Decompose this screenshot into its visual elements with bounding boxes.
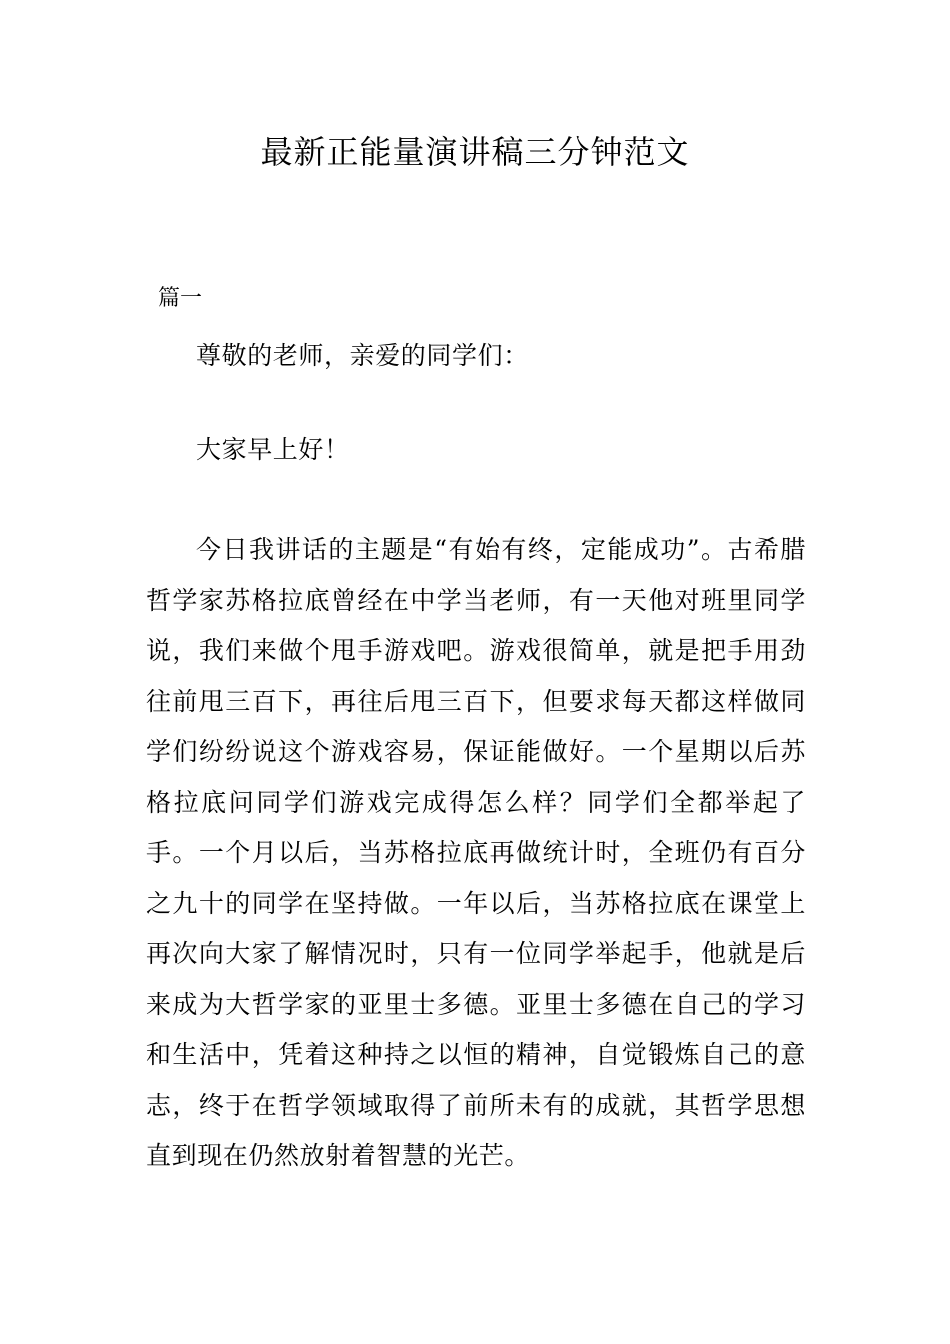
salutation-paragraph: 尊敬的老师，亲爱的同学们： [196,341,529,370]
document-title: 最新正能量演讲稿三分钟范文 [260,133,690,171]
body-paragraph: 今日我讲话的主题是“有始有终，定能成功”。古希腊哲学家苏格拉底曾经在中学当老师，有一天他对班里同学说，我们来做个甩手游戏吧。游戏很简单，就是把手用劲往前甩三百下，再往后甩三百下，但要求每天都这样做同学们纷纷说这个游戏容易，保证能做好。一个星期以后苏格拉底问同学们游戏完成得怎么样？同学们全都举起了手。一个月以后，当苏格拉底再做统计时，全班仍有百分之九十的同学在坚持做。一年以后，当苏格拉底在课堂上再次向大家了解情况时，只有一位同学举起手，他就是后来成为大哲学家的亚里士多德。亚里士多德在自己的学习和生活中，凭着这种持之以恒的精神，自觉锻炼自己的意志，终于在哲学领域取得了前所未有的成就，其哲学思想直到现在仍然放射着智慧的光芒。 [146,535,806,1170]
section-label: 篇一 [158,286,203,311]
greeting-paragraph: 大家早上好！ [196,435,350,464]
